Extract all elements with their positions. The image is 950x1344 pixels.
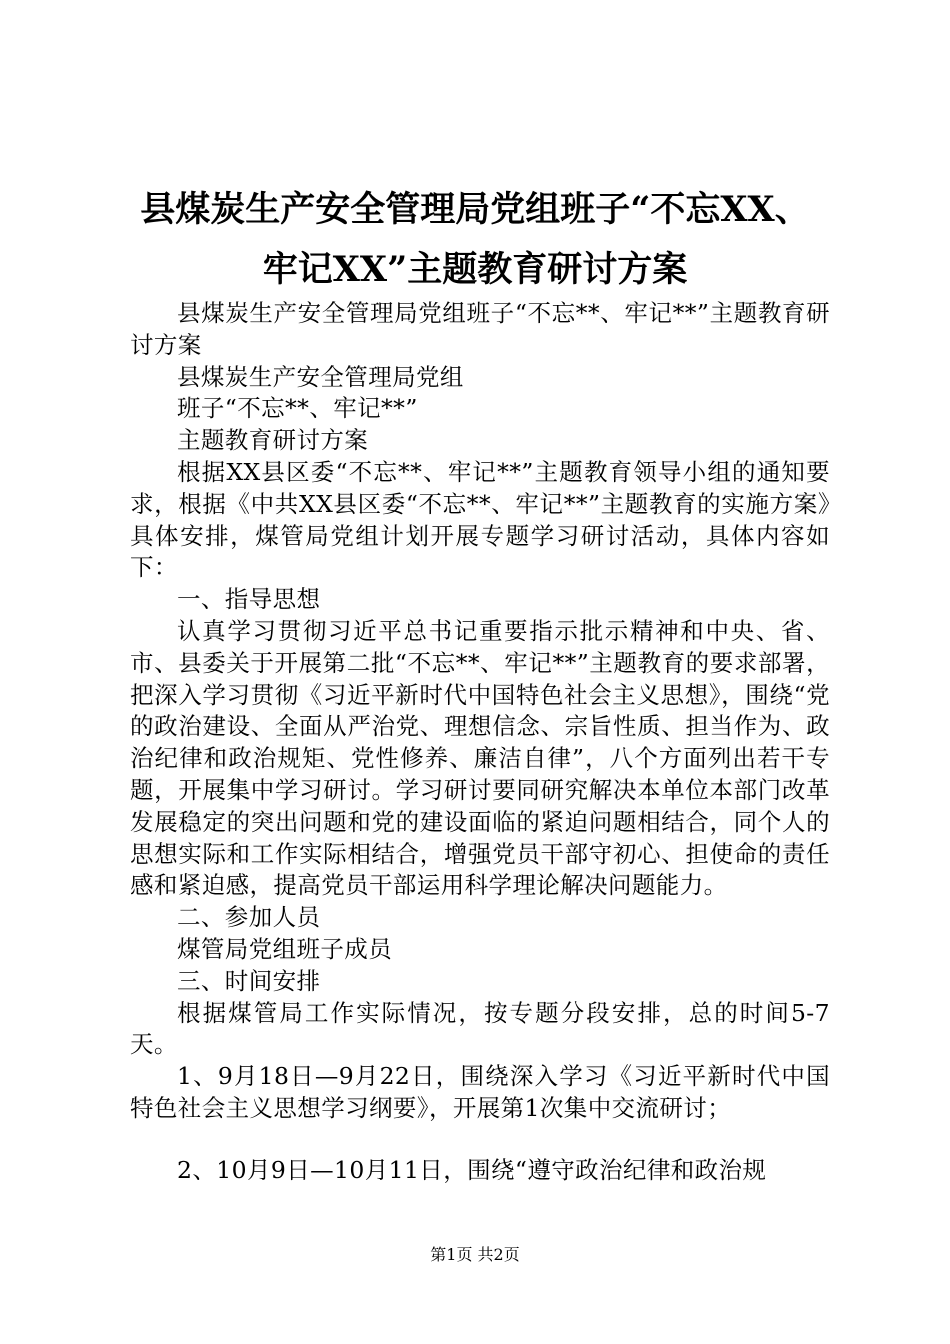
heading-schedule: 三、时间安排	[177, 966, 321, 995]
paragraph-plan: 主题教育研讨方案	[177, 426, 369, 455]
paragraph-team: 班子“不忘**、牢记**”	[177, 394, 418, 423]
paragraph-guiding-thought: 认真学习贯彻习近平总书记重要指示批示精神和中央、省、市、县委关于开展第二批“不忘**、牢记**”主题教育的要求部署，把深入学习贯彻《习近平新时代中国特色社会主义思想》，围绕“党的政治建设、全面从严治党、理想信念、宗旨性质、担当作为、政治纪律和政治规矩、党性修养、廉洁自律”，八个方面列出若干专题，开展集中学习研讨。学习研讨要同研究解决本单位本部门改革发展稳定的突出问题和党的建设面临的紧迫问题相结合，同个人的思想实际和工作实际相结合，增强党员干部守初心、担使命的责任感和紧迫感，提高党员干部运用科学理论解决问题能力。	[130, 616, 830, 900]
paragraph-participants: 煤管局党组班子成员	[177, 934, 393, 963]
page-number-footer: 第1页 共2页	[430, 1245, 520, 1264]
document-title-line-1: 县煤炭生产安全管理局党组班子“不忘XX、	[140, 189, 810, 230]
paragraph-intro: 根据XX县区委“不忘**、牢记**”主题教育领导小组的通知要求，根据《中共XX县区委“不忘**、牢记**”主题教育的实施方案》具体安排，煤管局党组计划开展专题学习研讨活动，具体内容如下：	[130, 457, 830, 582]
schedule-item-2: 2、10月9日—10月11日，围绕“遵守政治纪律和政治规	[177, 1155, 767, 1184]
document-body	[130, 298, 830, 1187]
document-title-line-2: 牢记XX”主题教育研讨方案	[262, 249, 688, 290]
paragraph-subtitle: 县煤炭生产安全管理局党组班子“不忘**、牢记**”主题教育研讨方案	[130, 299, 830, 359]
heading-guiding-thought: 一、指导思想	[177, 585, 321, 614]
schedule-item-1: 1、9月18日—9月22日，围绕深入学习《习近平新时代中国特色社会主义思想学习纲要》，开展第1次集中交流研讨；	[130, 1062, 830, 1122]
paragraph-schedule: 根据煤管局工作实际情况，按专题分段安排，总的时间5-7天。	[130, 998, 830, 1059]
heading-participants: 二、参加人员	[177, 903, 321, 932]
paragraph-org: 县煤炭生产安全管理局党组	[177, 362, 464, 391]
